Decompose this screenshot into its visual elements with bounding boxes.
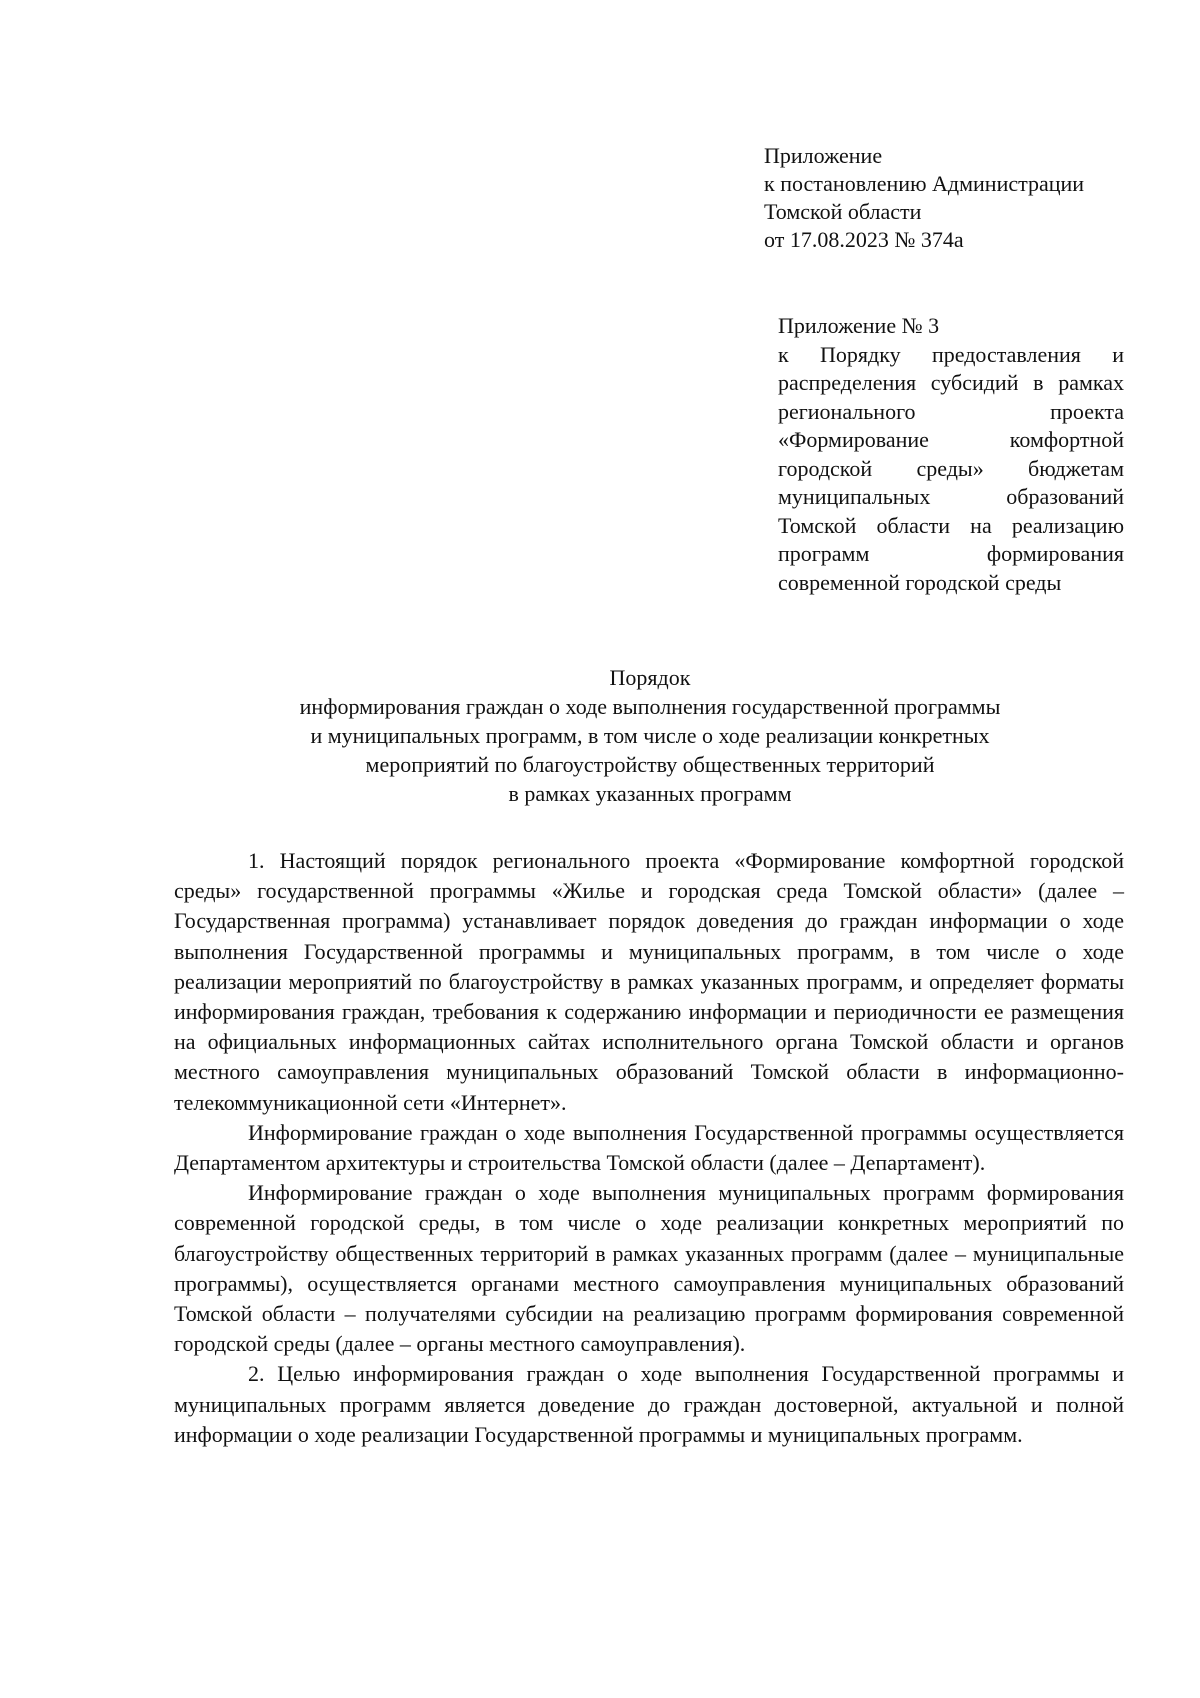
title-line-4: мероприятий по благоустройству общественных территорий [365,752,935,777]
annex-main-line-2: к постановлению Администрации [764,171,1085,196]
paragraph-3: Информирование граждан о ходе выполнения муниципальных программ формирования современной городской среды, в том числе о ходе реализации конкретных мероприятий по благоустройству общественных территорий в рамках указанных программ (далее – муниципальные программы), осуществляется органами местного самоуправления муниципальных образований Томской области – получателями субсидии на реализацию программ формирования современной городской среды (далее – органы местного самоуправления). [174,1180,1124,1357]
annex-main-line-1: Приложение [764,143,883,168]
annex-three-text: к Порядку предоставления и распределения субсидий в рамках регионального проекта «Формирование комфортной городской среды» бюджетам муниципальных образований Томской области на реализацию программ формирования современной городской среды [778,341,1124,595]
title-line-1: Порядок [609,665,691,690]
annex-main-line-3: Томской области [764,199,922,224]
paragraph-1: 1. Настоящий порядок регионального проекта «Формирование комфортной городской среды» государственной программы «Жилье и городская среда Томской области» (далее – Государственная программа) устанавливает порядок доведения до граждан информации о ходе выполнения Государственной программы и муниципальных программ, в том числе о ходе реализации мероприятий по благоустройству в рамках указанных программ, и определяет форматы информирования граждан, требования к содержанию информации и периодичности ее размещения на официальных информационных сайтах исполнительного органа Томской области и органов местного самоуправления муниципальных образований Томской области в информационно-телекоммуникационной сети «Интернет». [174,848,1124,1115]
document-body [174,846,1124,1450]
document-title [175,663,1125,808]
paragraph-2: Информирование граждан о ходе выполнения Государственной программы осуществляется Департаментом архитектуры и строительства Томской области (далее – Департамент). [174,1119,1124,1176]
title-line-2: информирования граждан о ходе выполнения государственной программы [299,694,1001,719]
annex-main-line-4: от 17.08.2023 № 374а [764,227,964,252]
annex-three-heading: Приложение № 3 [778,313,940,338]
paragraph-4: 2. Целью информирования граждан о ходе выполнения Государственной программы и муниципальных программ является доведение до граждан достоверной, актуальной и полной информации о ходе реализации Государственной программы и муниципальных программ. [174,1361,1124,1447]
title-line-5: в рамках указанных программ [508,781,792,806]
annex-three-block [778,312,1124,597]
annex-main-block [764,142,1124,254]
title-line-3: и муниципальных программ, в том числе о ходе реализации конкретных [310,723,990,748]
